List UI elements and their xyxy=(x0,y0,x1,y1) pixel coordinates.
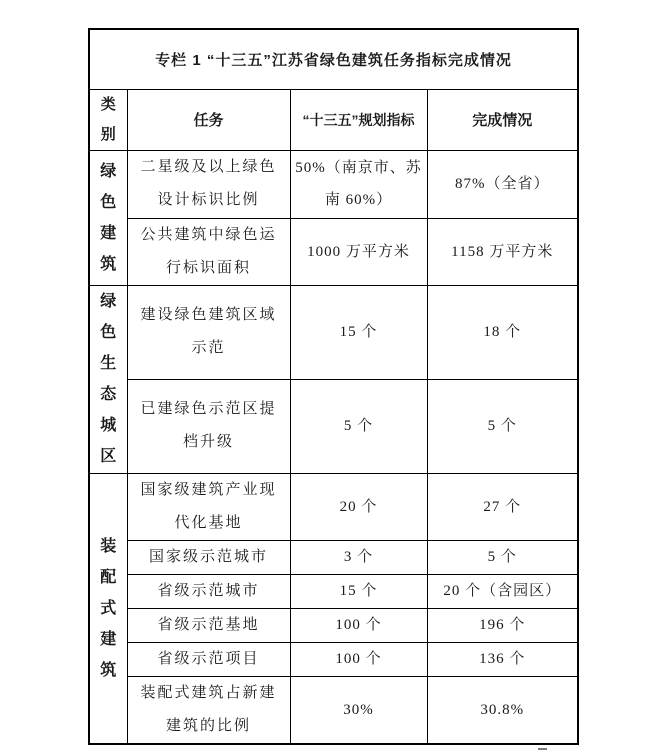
table-row xyxy=(89,574,578,608)
table-row xyxy=(89,642,578,676)
table-title: 专栏 1 “十三五”江苏省绿色建筑任务指标完成情况 xyxy=(89,29,578,89)
task-cell: 公共建筑中绿色运行标识面积 xyxy=(127,218,290,285)
plan-cell: 15 个 xyxy=(290,574,427,608)
task-cell: 国家级示范城市 xyxy=(127,540,290,574)
plan-cell: 15 个 xyxy=(290,285,427,379)
plan-cell: 100 个 xyxy=(290,642,427,676)
table-row xyxy=(89,150,578,218)
completion-cell: 136 个 xyxy=(427,642,578,676)
completion-cell: 1158 万平方米 xyxy=(427,218,578,285)
category-green-building: 绿色建筑 xyxy=(89,150,127,285)
completion-cell: 5 个 xyxy=(427,540,578,574)
category-green-eco-district: 绿色生态城区 xyxy=(89,285,127,473)
plan-cell: 50%（南京市、苏南 60%） xyxy=(290,150,427,218)
task-cell: 国家级建筑产业现代化基地 xyxy=(127,473,290,540)
completion-cell: 30.8% xyxy=(427,676,578,744)
completion-cell: 87%（全省） xyxy=(427,150,578,218)
table-row xyxy=(89,379,578,473)
table-row xyxy=(89,676,578,744)
task-cell: 已建绿色示范区提档升级 xyxy=(127,379,290,473)
header-task: 任务 xyxy=(127,89,290,150)
completion-cell: 196 个 xyxy=(427,608,578,642)
plan-cell: 1000 万平方米 xyxy=(290,218,427,285)
cutoff-page-artifact xyxy=(538,748,547,750)
task-cell: 省级示范基地 xyxy=(127,608,290,642)
plan-cell: 100 个 xyxy=(290,608,427,642)
task-cell: 建设绿色建筑区域示范 xyxy=(127,285,290,379)
category-prefabricated-building: 装配式建筑 xyxy=(89,473,127,744)
plan-cell: 5 个 xyxy=(290,379,427,473)
task-cell: 二星级及以上绿色设计标识比例 xyxy=(127,150,290,218)
table-row xyxy=(89,540,578,574)
plan-cell: 20 个 xyxy=(290,473,427,540)
plan-cell: 3 个 xyxy=(290,540,427,574)
completion-cell: 27 个 xyxy=(427,473,578,540)
indicator-table xyxy=(88,28,579,745)
table-row xyxy=(89,608,578,642)
completion-cell: 18 个 xyxy=(427,285,578,379)
header-plan-indicator: “十三五”规划指标 xyxy=(290,89,427,150)
completion-cell: 5 个 xyxy=(427,379,578,473)
plan-cell: 30% xyxy=(290,676,427,744)
table-row xyxy=(89,285,578,379)
task-cell: 省级示范项目 xyxy=(127,642,290,676)
header-completion: 完成情况 xyxy=(427,89,578,150)
header-category: 类别 xyxy=(89,89,127,150)
table-row xyxy=(89,473,578,540)
task-cell: 省级示范城市 xyxy=(127,574,290,608)
task-cell: 装配式建筑占新建建筑的比例 xyxy=(127,676,290,744)
completion-cell: 20 个（含园区） xyxy=(427,574,578,608)
table-row xyxy=(89,218,578,285)
